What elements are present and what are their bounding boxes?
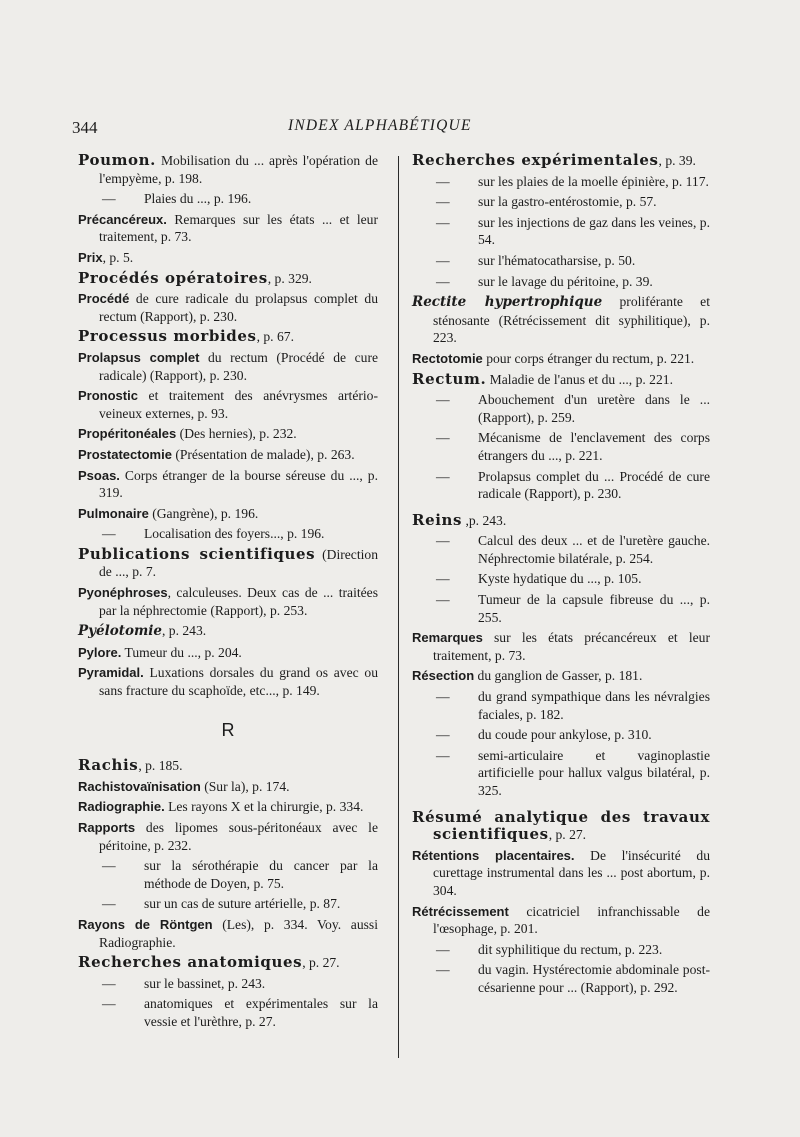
column-divider [398, 156, 399, 1058]
index-subentry: — Calcul des deux ... et de l'uretère gauche. Néphrectomie bilatérale, p. 254. [436, 533, 710, 566]
index-entry: Rétrécissement cicatriciel infranchissable de l'œsophage, p. 201. [412, 903, 710, 937]
index-entry: Recherches expérimentales, p. 39. [412, 151, 696, 169]
index-subentry: — Plaies du ..., p. 196. [102, 191, 252, 207]
index-entry: Procédé de cure radicale du prolapsus complet du rectum (Rapport), p. 230. [78, 291, 378, 324]
index-entry: Publications scientifiques (Direction de ..., p. 7. [78, 544, 378, 580]
index-entry: Remarques sur les états précancéreux et leur traitement, p. 73. [412, 630, 710, 663]
index-entry: Prix, p. 5. [78, 249, 134, 265]
index-subentry: — sur un cas de suture artérielle, p. 87. [102, 896, 341, 912]
index-subentry: — Abouchement d'un uretère dans le ... (Rapport), p. 259. [436, 392, 710, 425]
index-subentry: — Kyste hydatique du ..., p. 105. [436, 571, 642, 587]
index-entry: Reins ,p. 243. [412, 510, 507, 529]
index-subentry: — sur les plaies de la moelle épinière, p. 117. [436, 173, 709, 189]
index-entry: Rayons de Röntgen (Les), p. 334. Voy. aussi Radiographie. [78, 916, 378, 950]
right-column [412, 152, 710, 1000]
index-entry: Pulmonaire (Gangrène), p. 196. [78, 505, 259, 521]
index-subentry: — dit syphilitique du rectum, p. 223. [436, 941, 663, 957]
index-subentry: — sur le lavage du péritoine, p. 39. [436, 273, 653, 289]
index-subentry: — sur la gastro-entérostomie, p. 57. [436, 194, 657, 210]
index-subentry: — du grand sympathique dans les névralgies faciales, p. 182. [436, 689, 710, 722]
index-subentry: — du coude pour ankylose, p. 310. [436, 727, 652, 743]
index-subentry: — Localisation des foyers..., p. 196. [102, 526, 325, 542]
index-entry: Procédés opératoires, p. 329. [78, 268, 312, 287]
index-subentry: — sur le bassinet, p. 243. [102, 975, 266, 991]
index-entry: Rapports des lipomes sous-péritonéaux avec le péritoine, p. 232. [78, 820, 378, 853]
index-entry: Poumon. Mobilisation du ... après l'opération de l'empyème, p. 198. [78, 151, 378, 186]
index-subentry: — Prolapsus complet du ... Procédé de cure radicale (Rapport), p. 230. [436, 468, 710, 502]
running-title: INDEX ALPHABÉTIQUE [288, 117, 472, 134]
index-entry: Recherches anatomiques, p. 27. [78, 953, 340, 972]
index-entry: Précancéreux. Remarques sur les états ... et leur traitement, p. 73. [78, 211, 378, 245]
index-entry: Pyélotomie, p. 243. [78, 623, 207, 640]
section-letter: R [221, 719, 235, 740]
index-entry: Pronostic et traitement des anévrysmes artério-veineux externes, p. 93. [78, 388, 378, 421]
left-column [78, 152, 378, 1034]
index-entry: Pyramidal. Luxations dorsales du grand os avec ou sans fracture du scaphoïde, etc..., p. 149. [78, 665, 378, 699]
index-entry: Rectotomie pour corps étranger du rectum, p. 221. [412, 350, 695, 366]
index-subentry: — Mécanisme de l'enclavement des corps étrangers du ..., p. 221. [436, 430, 710, 463]
index-entry: Rachistovaïnisation (Sur la), p. 174. [78, 778, 290, 794]
index-entry: Résection du ganglion de Gasser, p. 181. [412, 668, 643, 684]
index-entry: Rétentions placentaires. De l'insécurité du curettage instrumental dans les ... post abortum, p. 304. [412, 847, 710, 898]
index-entry: Rectite hypertrophique proliférante et sténosante (Rétrécissement dit syphilitique), p. 223. [412, 294, 710, 346]
index-entry: Radiographie. Les rayons X et la chirurgie, p. 334. [78, 799, 364, 815]
index-entry: Résumé analytique des travaux scientifiques, p. 27. [412, 807, 710, 844]
index-subentry: — anatomiques et expérimentales sur la vessie et l'urèthre, p. 27. [102, 996, 378, 1029]
index-entry: Prostatectomie (Présentation de malade), p. 263. [78, 446, 355, 462]
index-entry: Processus morbides, p. 67. [78, 327, 294, 346]
index-entry: Pylore. Tumeur du ..., p. 204. [78, 644, 242, 660]
page-number: 344 [72, 118, 98, 137]
index-entry: Prolapsus complet du rectum (Procédé de cure radicale) (Rapport), p. 230. [78, 349, 378, 383]
index-subentry: — du vagin. Hystérectomie abdominale post-césarienne pour ... (Rapport), p. 292. [436, 962, 710, 995]
index-entry: Rectum. Maladie de l'anus et du ..., p. 221. [412, 369, 673, 388]
index-entry: Pyonéphroses, calculeuses. Deux cas de ... traitées par la néphrectomie (Rapport), p. 253. [78, 585, 378, 618]
index-subentry: — semi-articulaire et vaginoplastie artificielle pour hallux valgus bilatéral, p. 325. [436, 747, 710, 798]
index-entry: Rachis, p. 185. [78, 756, 183, 775]
index-entry: Psoas. Corps étranger de la bourse séreuse du ..., p. 319. [78, 467, 378, 501]
index-subentry: — sur l'hématocatharsise, p. 50. [436, 252, 636, 268]
index-subentry: — sur les injections de gaz dans les veines, p. 54. [436, 214, 710, 248]
index-subentry: — Tumeur de la capsule fibreuse du ..., p. 255. [436, 592, 710, 625]
index-entry: Propéritonéales (Des hernies), p. 232. [78, 426, 297, 442]
index-subentry: — sur la sérothérapie du cancer par la méthode de Doyen, p. 75. [102, 858, 378, 891]
